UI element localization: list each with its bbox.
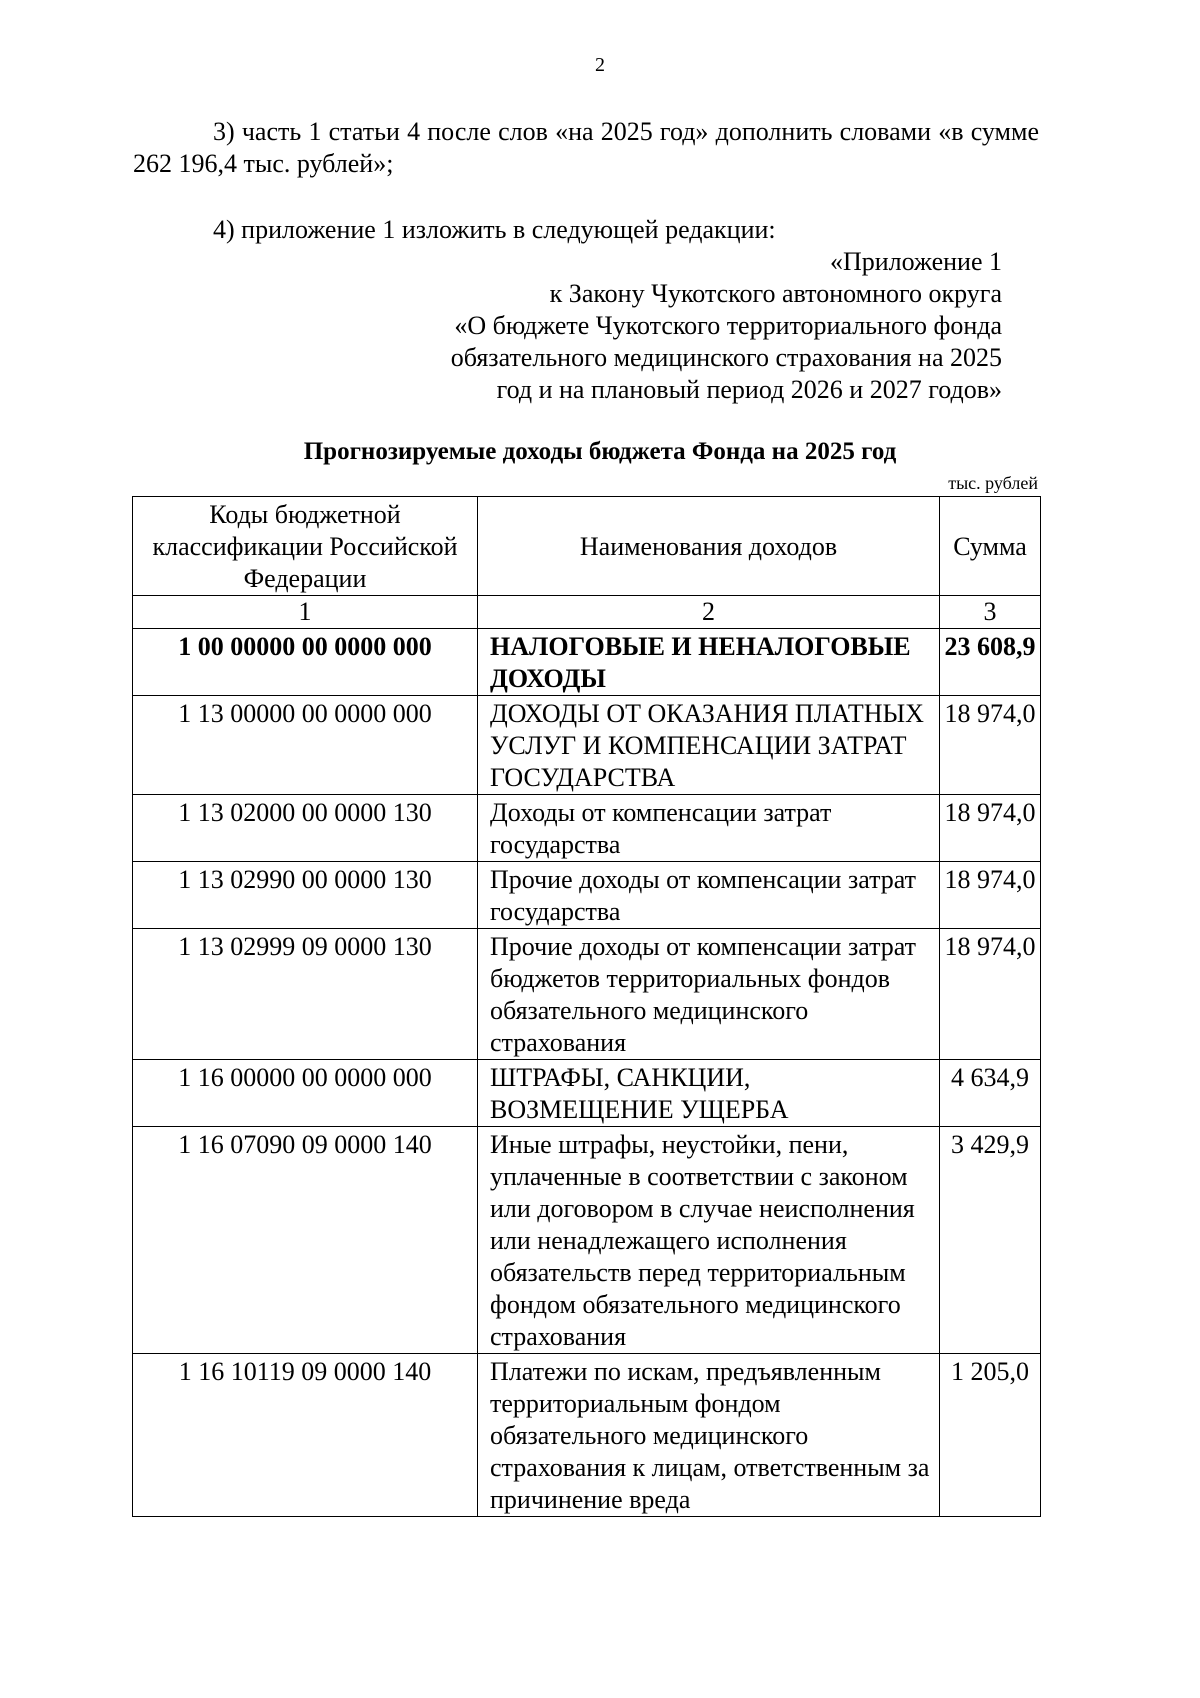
units-label: тыс. рублей [948,473,1038,493]
revenue-amount: 18 974,0 [940,795,1041,862]
revenue-amount: 18 974,0 [940,696,1041,795]
revenue-name: НАЛОГОВЫЕ И НЕНАЛОГОВЫЕ ДОХОДЫ [478,629,940,696]
revenue-name: Прочие доходы от компенсации затрат государства [478,862,940,929]
revenue-table [132,496,1041,1517]
column-number: 1 [133,596,478,629]
budget-code: 1 13 00000 00 0000 000 [133,696,478,795]
revenue-name: Прочие доходы от компенсации затрат бюджетов территориальных фондов обязательного медицинского страхования [478,929,940,1060]
column-number: 3 [940,596,1041,629]
table-row [133,1127,1041,1354]
table-row [133,929,1041,1060]
revenue-amount: 18 974,0 [940,929,1041,1060]
appendix-line: обязательного медицинского страхования на 2025 [450,343,1002,372]
table-title: Прогнозируемые доходы бюджета Фонда на 2025 год [303,438,897,465]
column-number-row [133,596,1041,629]
revenue-amount: 18 974,0 [940,862,1041,929]
budget-code: 1 13 02999 09 0000 130 [133,929,478,1060]
budget-code: 1 16 10119 09 0000 140 [133,1354,478,1517]
header-names: Наименования доходов [478,497,940,596]
budget-code: 1 16 07090 09 0000 140 [133,1127,478,1354]
revenue-amount: 23 608,9 [940,629,1041,696]
table-row [133,795,1041,862]
table-row [133,696,1041,795]
budget-code: 1 00 00000 00 0000 000 [133,629,478,696]
table-row [133,1060,1041,1127]
header-codes: Коды бюджетной классификации Российской Федерации [133,497,478,596]
revenue-amount: 3 429,9 [940,1127,1041,1354]
revenue-name: Иные штрафы, неустойки, пени, уплаченные в соответствии с законом или договором в случае неисполнения или ненадлежащего исполнения обязательств перед территориальным фондом обязательного медицинского страхования [478,1127,940,1354]
page-number: 2 [595,54,605,76]
appendix-line: «Приложение 1 [829,247,1002,276]
revenue-name: Доходы от компенсации затрат государства [478,795,940,862]
revenue-amount: 1 205,0 [940,1354,1041,1517]
budget-code: 1 13 02990 00 0000 130 [133,862,478,929]
revenue-amount: 4 634,9 [940,1060,1041,1127]
table-row [133,862,1041,929]
paragraph-item-3: 3) часть 1 статьи 4 после слов «на 2025 год» дополнить словами «в сумме 262 196,4 тыс. рублей»; [133,117,1039,178]
appendix-line: к Закону Чукотского автономного округа [549,279,1002,308]
paragraph-item-4: 4) приложение 1 изложить в следующей редакции: [213,215,776,244]
appendix-header [440,246,1002,406]
appendix-line: год и на плановый период 2026 и 2027 годов» [496,375,1002,404]
table-header-row [133,497,1041,596]
table-row [133,1354,1041,1517]
revenue-name: ШТРАФЫ, САНКЦИИ, ВОЗМЕЩЕНИЕ УЩЕРБА [478,1060,940,1127]
revenue-name: Платежи по искам, предъявленным территориальным фондом обязательного медицинского страхования к лицам, ответственным за причинение вреда [478,1354,940,1517]
appendix-line: «О бюджете Чукотского территориального фонда [454,311,1002,340]
budget-code: 1 13 02000 00 0000 130 [133,795,478,862]
revenue-name: ДОХОДЫ ОТ ОКАЗАНИЯ ПЛАТНЫХ УСЛУГ И КОМПЕНСАЦИИ ЗАТРАТ ГОСУДАРСТВА [478,696,940,795]
column-number: 2 [478,596,940,629]
header-amount: Сумма [940,497,1041,596]
table-row [133,629,1041,696]
budget-code: 1 16 00000 00 0000 000 [133,1060,478,1127]
